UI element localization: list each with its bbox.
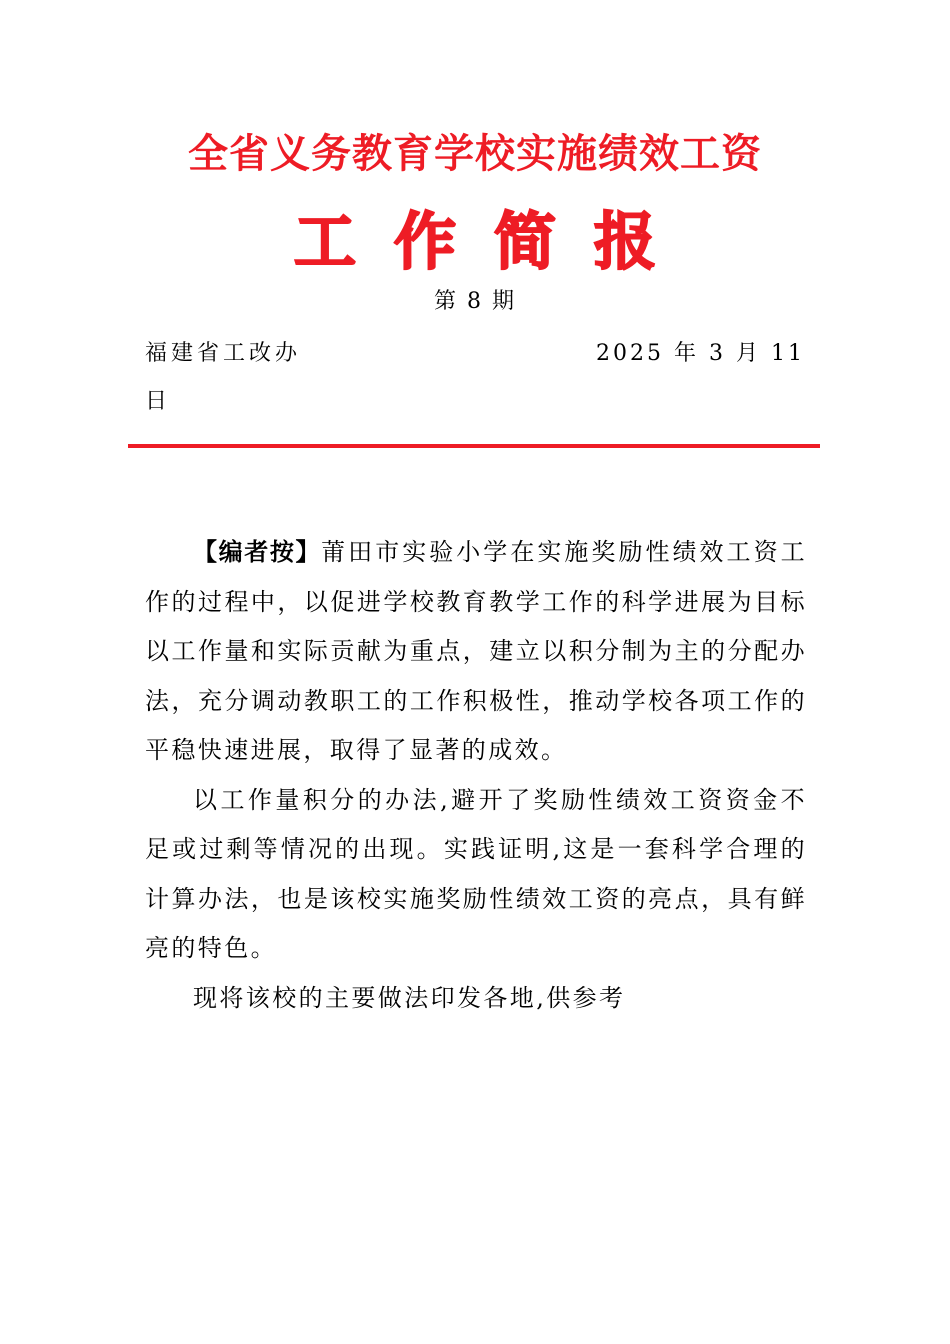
body-paragraph: 以工作量积分的办法,避开了奖励性绩效工资资金不足或过剩等情况的出现。实践证明,这是一套科学合理的计算办法，也是该校实施奖励性绩效工资的亮点，具有鲜亮的特色。 — [145, 785, 807, 962]
issuer-date-line — [145, 336, 805, 366]
red-divider — [128, 444, 820, 448]
document-body — [145, 528, 807, 1023]
body-paragraph: 现将该校的主要做法印发各地,供参考 — [193, 983, 626, 1012]
issuer: 福建省工改办 — [145, 341, 302, 366]
editor-note-label: 【编者按】 — [193, 538, 322, 566]
document-subtitle: 工作简报 — [293, 205, 694, 278]
document-title: 全省义务教育学校实施绩效工资 — [188, 130, 762, 177]
editor-note-text: 莆田市实验小学在实施奖励性绩效工资工作的过程中，以促进学校教育教学工作的科学进展为目标以工作量和实际贡献为重点，建立以积分制为主的分配办法，充分调动教职工的工作积极性，推动学校各项工作的平稳快速进展，取得了显著的成效。 — [145, 538, 808, 764]
issue-date: 2025 年 3 月 11 — [596, 341, 805, 366]
issue-date-continued: 日 — [145, 389, 168, 414]
editor-note-paragraph — [145, 528, 807, 776]
issue-number: 第 8 期 — [434, 289, 516, 314]
